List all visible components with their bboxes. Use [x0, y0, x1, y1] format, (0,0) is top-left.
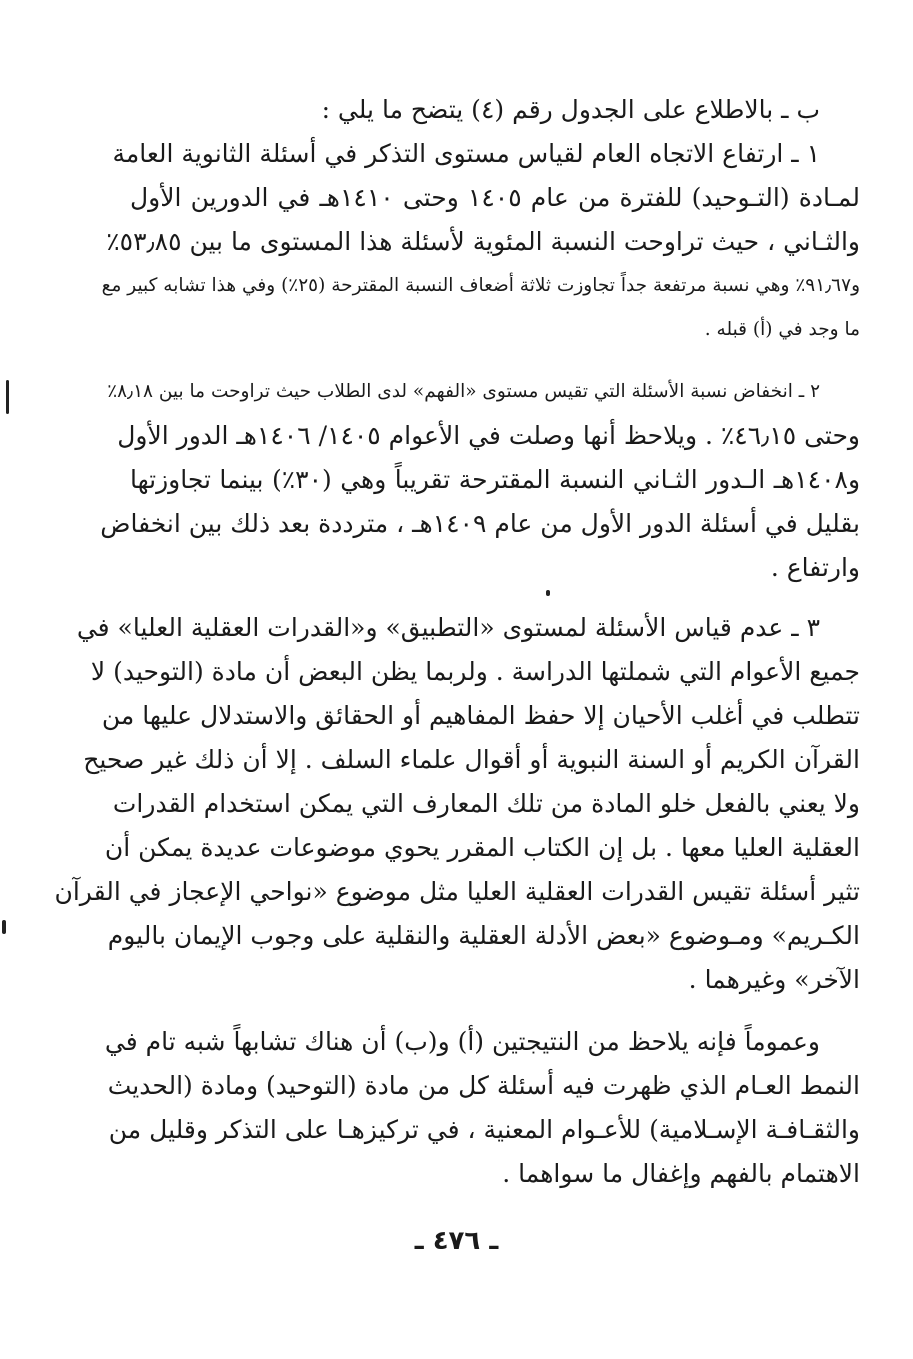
text-line: القرآن الكريم أو السنة النبوية أو أقوال علماء السلف . إلا أن ذلك غير صحيح — [83, 745, 860, 774]
text-line: وارتفاع . — [770, 553, 860, 582]
text-line: والثـاني ، حيث تراوحت النسبة المئوية لأسئلة هذا المستوى ما بين ٥٣٫٨٥٪ — [106, 227, 860, 256]
text-line: الآخر» وغيرهما . — [688, 965, 860, 994]
text-line: العقلية العليا معها . بل إن الكتاب المقرر يحوي موضوعات عديدة يمكن أن — [104, 833, 860, 862]
text-line: ٣ ـ عدم قياس الأسئلة لمستوى «التطبيق» و«القدرات العقلية العليا» في — [76, 613, 820, 642]
text-line: تتطلب في أغلب الأحيان إلا حفظ المفاهيم أو الحقائق والاستدلال عليها من — [101, 701, 860, 730]
text-line: وحتى ٤٦٫١٥٪ . ويلاحظ أنها وصلت في الأعوام ١٤٠٥/ ١٤٠٦هـ الدور الأول — [117, 421, 860, 450]
text-line: ٢ ـ انخفاض نسبة الأسئلة التي تقيس مستوى «الفهم» لدى الطلاب حيث تراوحت ما بين ٨٫١٨٪ — [107, 381, 820, 402]
page-number: ـ ٤٧٦ ـ — [414, 1226, 499, 1256]
text-line: وعموماً فإنه يلاحظ من النتيجتين (أ) و(ب) أن هناك تشابهاً شبه تام في — [104, 1027, 820, 1056]
text-line: والثقـافـة الإسـلامية) للأعـوام المعنية ، في تركيزهـا على التذكر وقليل من — [108, 1115, 860, 1144]
paragraph-2 — [100, 370, 861, 590]
text-line: ١ ـ ارتفاع الاتجاه العام لقياس مستوى التذكر في أسئلة الثانوية العامة — [112, 139, 820, 168]
paragraph-4 — [104, 1020, 860, 1196]
page-body — [54, 88, 861, 1196]
paragraph-3 — [54, 606, 860, 1002]
text-line: تثير أسئلة تقيس القدرات العقلية العليا مثل موضوع «نواحي الإعجاز في القرآن — [54, 877, 860, 906]
text-line: و٩١٫٦٧٪ وهي نسبة مرتفعة جداً تجاوزت ثلاثة أضعاف النسبة المقترحة (٢٥٪) وفي هذا تشابه كبير مع — [101, 275, 860, 296]
scan-mark — [546, 590, 550, 596]
text-line: جميع الأعوام التي شملتها الدراسة . ولربما يظن البعض أن مادة (التوحيد) لا — [90, 657, 860, 686]
text-line: لمـادة (التـوحيد) للفترة من عام ١٤٠٥ وحتى ١٤١٠هـ في الدورين الأول — [130, 183, 860, 212]
text-line: الكـريم» ومـوضوع «بعض الأدلة العقلية والنقلية على وجوب الإيمان باليوم — [107, 921, 860, 950]
text-line: ولا يعني بالفعل خلو المادة من تلك المعارف التي يمكن استخدام القدرات — [112, 789, 860, 818]
text-line: و١٤٠٨هـ الـدور الثـاني النسبة المقترحة تقريباً وهي (٣٠٪) بينما تجاوزتها — [130, 465, 861, 494]
section-heading: ب ـ بالاطلاع على الجدول رقم (٤) يتضح ما يلي : — [321, 95, 820, 124]
scan-mark — [2, 920, 6, 934]
text-line: ما وجد في (أ) قبله . — [704, 319, 860, 340]
text-line: بقليل في أسئلة الدور الأول من عام ١٤٠٩هـ ، مترددة بعد ذلك بين انخفاض — [100, 509, 860, 538]
text-line: النمط العـام الذي ظهرت فيه أسئلة كل من مادة (التوحيد) ومادة (الحديث — [107, 1071, 860, 1100]
paragraph-1 — [101, 132, 860, 352]
scan-mark — [6, 380, 9, 414]
text-line: الاهتمام بالفهم وإغفال ما سواهما . — [502, 1159, 860, 1188]
